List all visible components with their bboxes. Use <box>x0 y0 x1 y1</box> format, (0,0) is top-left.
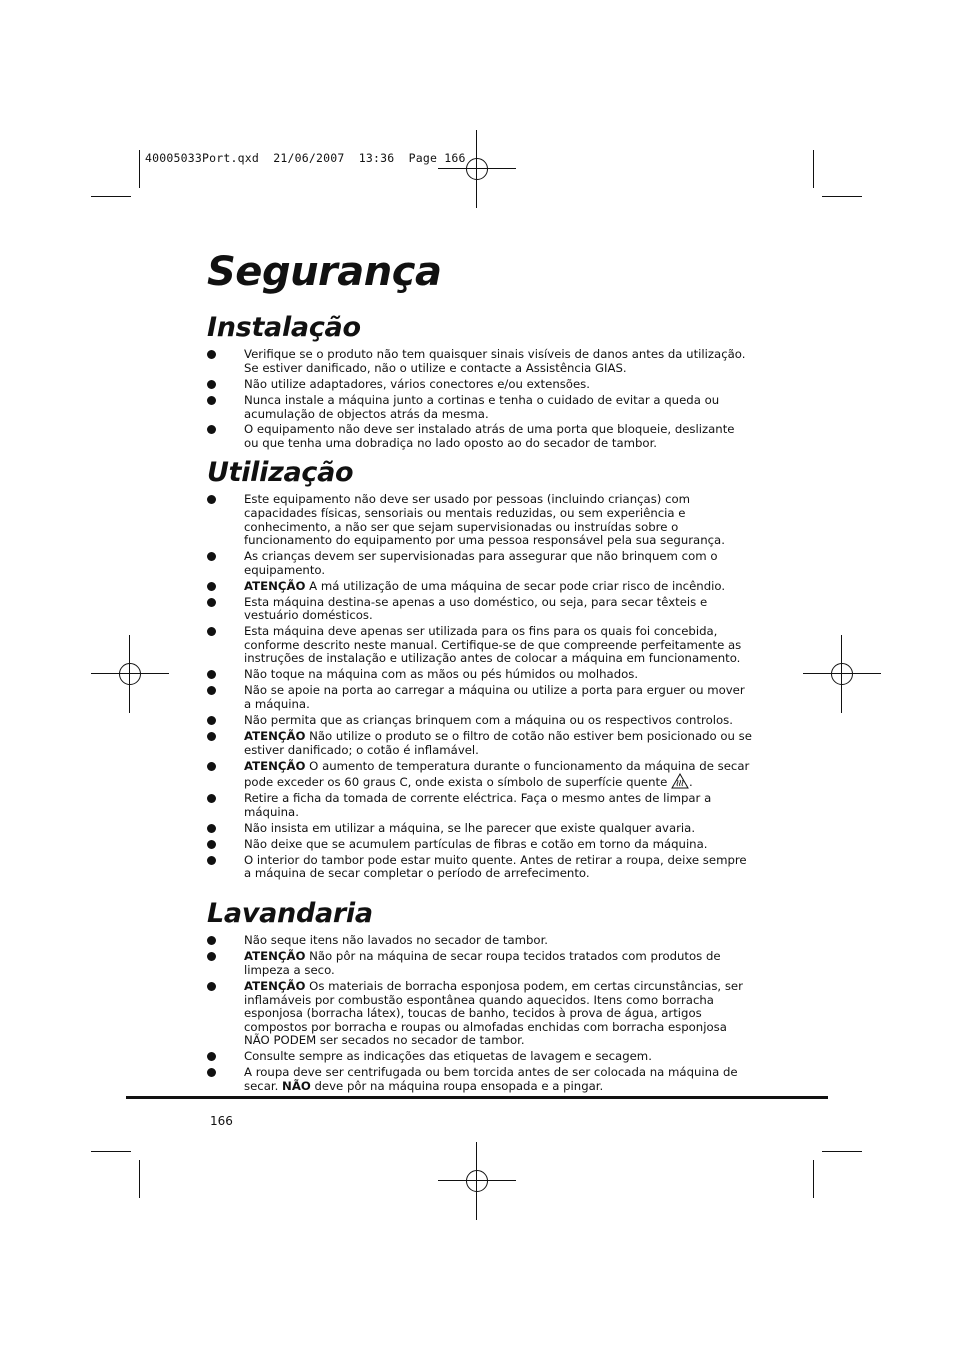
section-instalacao <box>207 314 752 453</box>
list-item <box>207 714 752 728</box>
bullet-icon <box>207 396 216 405</box>
bullet-icon <box>207 840 216 849</box>
list-item <box>207 980 752 1048</box>
bullet-icon <box>207 686 216 695</box>
list-item <box>207 580 752 594</box>
bullet-icon <box>207 350 216 359</box>
crop-mark <box>822 196 862 197</box>
item-text: O aumento de temperatura durante o funcionamento da máquina de secar pode exceder os 60 graus C, onde exista o símbolo de superfície quente <box>244 758 750 790</box>
warning-label: ATENÇÃO <box>244 978 306 993</box>
warning-label: ATENÇÃO <box>244 758 306 773</box>
section-heading: Instalação <box>207 312 361 343</box>
list-item <box>207 838 752 852</box>
registration-mark-icon <box>803 635 881 713</box>
bullet-list <box>207 934 752 1093</box>
bullet-icon <box>207 552 216 561</box>
section-utilizacao <box>207 459 752 883</box>
item-text: As crianças devem ser supervisionadas para assegurar que não brinquem com o equipamento. <box>244 549 718 577</box>
item-text: Não utilize adaptadores, vários conectores e/ou extensões. <box>244 376 590 391</box>
bullet-list <box>207 493 752 881</box>
warning-label: ATENÇÃO <box>244 949 306 964</box>
crop-mark <box>139 1160 140 1198</box>
item-text: Não permita que as crianças brinquem com a máquina ou os respectivos controlos. <box>244 712 733 727</box>
list-item <box>207 792 752 819</box>
bullet-icon <box>207 425 216 434</box>
bullet-icon <box>207 1052 216 1061</box>
list-item <box>207 348 752 375</box>
bullet-icon <box>207 716 216 725</box>
bullet-icon <box>207 824 216 833</box>
crop-mark <box>822 1151 862 1152</box>
bullet-list <box>207 348 752 450</box>
item-text: Não utilize o produto se o filtro de cotão não estiver bem posicionado ou se estiver danificado; o cotão é inflamável. <box>244 728 752 757</box>
bullet-icon <box>207 495 216 504</box>
item-text-tail: deve pôr na máquina roupa ensopada e a pingar. <box>310 1078 604 1093</box>
bullet-icon <box>207 982 216 991</box>
item-text: Retire a ficha da tomada de corrente eléctrica. Faça o mesmo antes de limpar a máquina. <box>244 791 712 819</box>
item-text: Esta máquina destina-se apenas a uso doméstico, ou seja, para secar têxteis e vestuário domésticos. <box>244 594 708 623</box>
list-item <box>207 668 752 682</box>
item-text: Não pôr na máquina de secar roupa tecidos tratados com produtos de limpeza a seco. <box>244 949 721 977</box>
item-text: Não toque na máquina com as mãos ou pés húmidos ou molhados. <box>244 667 639 682</box>
crop-mark <box>813 1160 814 1198</box>
page-title: Segurança <box>207 249 442 295</box>
list-item <box>207 760 752 790</box>
bullet-icon <box>207 936 216 945</box>
bullet-icon <box>207 598 216 607</box>
item-text: Verifique se o produto não tem quaisquer sinais visíveis de danos antes da utilização. Se estiver danificado, não o utilize e contacte a Assistência GIAS. <box>244 347 746 375</box>
item-text: Não se apoie na porta ao carregar a máquina ou utilize a porta para erguer ou mover a máquina. <box>244 683 745 711</box>
list-item <box>207 684 752 711</box>
crop-mark <box>139 150 140 188</box>
list-item <box>207 730 752 757</box>
list-item <box>207 1050 752 1064</box>
item-text: Os materiais de borracha esponjosa podem, em certas circunstâncias, ser inflamáveis por combustão espontânea quando aquecidos. Itens como borracha esponjosa (borracha látex), toucas de banho, tecidos à prova de água, artigos compostos por borracha e roupas ou almofadas enchidas com borracha esponjosa NÃO PODEM ser secados no secador de tambor. <box>244 978 743 1048</box>
bullet-icon <box>207 732 216 741</box>
list-item <box>207 822 752 836</box>
bullet-icon <box>207 794 216 803</box>
emphasis-label: NÃO <box>282 1078 311 1093</box>
item-text: Consulte sempre as indicações das etiquetas de lavagem e secagem. <box>244 1049 652 1064</box>
list-item <box>207 596 752 623</box>
section-heading: Lavandaria <box>207 898 373 929</box>
list-item <box>207 854 752 881</box>
list-item <box>207 1066 752 1093</box>
item-text: O interior do tambor pode estar muito quente. Antes de retirar a roupa, deixe sempre a máquina de secar completar o período de arrefecimento. <box>244 852 747 881</box>
item-text: A roupa deve ser centrifugada ou bem torcida antes de ser colocada na máquina de secar. <box>244 1065 738 1093</box>
list-item <box>207 934 752 948</box>
item-text: A má utilização de uma máquina de secar pode criar risco de incêndio. <box>305 578 726 593</box>
warning-label: ATENÇÃO <box>244 578 306 593</box>
list-item <box>207 423 752 450</box>
print-slug: 40005033Port.qxd 21/06/2007 13:36 Page 166 <box>145 151 466 165</box>
section-lavandaria <box>207 900 752 1096</box>
bullet-icon <box>207 952 216 961</box>
registration-mark-icon <box>438 1142 516 1220</box>
bullet-icon <box>207 380 216 389</box>
hot-surface-warning-icon <box>671 773 689 789</box>
bullet-icon <box>207 762 216 771</box>
bullet-icon <box>207 627 216 636</box>
section-heading: Utilização <box>207 457 354 488</box>
warning-label: ATENÇÃO <box>244 728 306 743</box>
item-text: Nunca instale a máquina junto a cortinas e tenha o cuidado de evitar a queda ou acumulação de objectos atrás da mesma. <box>244 392 720 421</box>
list-item <box>207 550 752 577</box>
item-text: Não deixe que se acumulem partículas de fibras e cotão em torno da máquina. <box>244 836 708 851</box>
registration-mark-icon <box>91 635 169 713</box>
bullet-icon <box>207 582 216 591</box>
bullet-icon <box>207 670 216 679</box>
list-item <box>207 394 752 421</box>
item-text: O equipamento não deve ser instalado atrás de uma porta que bloqueie, deslizante ou que tenha uma dobradiça no lado oposto ao do secador de tambor. <box>244 422 735 451</box>
list-item <box>207 493 752 547</box>
registration-mark-icon <box>438 130 516 208</box>
page-number: 166 <box>210 1114 233 1128</box>
item-text: Esta máquina deve apenas ser utilizada para os fins para os quais foi concebida, conforme descrito neste manual. Certifique-se de que compreende perfeitamente as instruções de instalação e utilização antes de colocar a máquina em funcionamento. <box>244 624 742 666</box>
list-item <box>207 625 752 666</box>
crop-mark <box>813 150 814 188</box>
crop-mark <box>91 196 131 197</box>
list-item <box>207 950 752 977</box>
bullet-icon <box>207 856 216 865</box>
crop-mark <box>91 1151 131 1152</box>
item-text-tail: . <box>689 775 693 790</box>
list-item <box>207 378 752 392</box>
bullet-icon <box>207 1068 216 1077</box>
footer-rule <box>126 1096 828 1099</box>
item-text: Não seque itens não lavados no secador de tambor. <box>244 933 549 948</box>
item-text: Este equipamento não deve ser usado por pessoas (incluindo crianças) com capacidades físicas, sensoriais ou mentais reduzidas, ou sem experiência e conhecimento, a não ser que sejam supervisionadas ou instruídas sobre o funcionamento do equipamento por uma pessoa responsável pela sua segurança. <box>244 492 725 548</box>
item-text: Não insista em utilizar a máquina, se lhe parecer que existe qualquer avaria. <box>244 820 696 835</box>
